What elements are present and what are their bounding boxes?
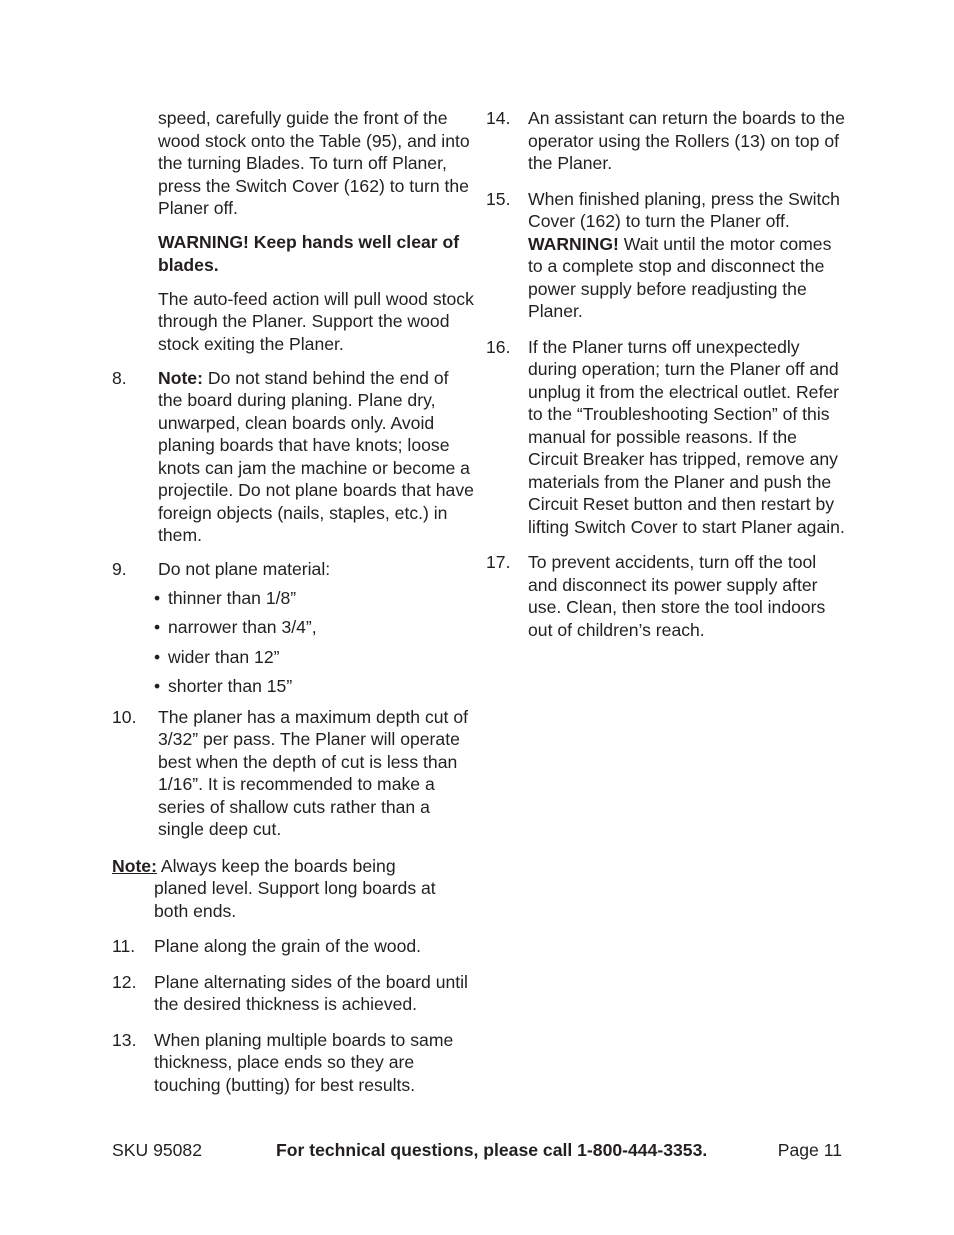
note-label: Note: bbox=[112, 855, 157, 876]
step-15-warning: WARNING! bbox=[528, 233, 619, 254]
note-first-line: Always keep the boards being bbox=[156, 855, 396, 876]
step-15-number: 15. bbox=[486, 188, 511, 209]
list-item: • narrower than 3/4”, bbox=[154, 617, 317, 637]
step-12-number: 12. bbox=[112, 971, 137, 992]
step-8-number: 8. bbox=[112, 367, 127, 388]
level-boards-note bbox=[112, 855, 474, 923]
bullet-icon: • bbox=[154, 676, 161, 696]
step-13-text: When planing multiple boards to same thickness, place ends so they are touching (butting) for best results. bbox=[154, 1029, 454, 1095]
step-15-text-a: When finished planing, press the Switch Cover (162) to turn the Planer off. bbox=[528, 188, 840, 231]
step-14-number: 14. bbox=[486, 108, 511, 128]
step-14 bbox=[486, 107, 846, 175]
step-16 bbox=[486, 336, 846, 539]
sku-label: SKU 95082 bbox=[112, 1140, 202, 1160]
step-12 bbox=[112, 971, 474, 1016]
step-9 bbox=[112, 558, 474, 581]
step-11 bbox=[112, 935, 474, 958]
material-limits-list bbox=[112, 587, 474, 698]
bullet-icon: • bbox=[154, 617, 161, 637]
blade-warning: WARNING! Keep hands well clear of blades. bbox=[158, 232, 460, 275]
step-7-continuation: speed, carefully guide the front of the wood stock onto the Table (95), and into the turning Blades. To turn off Planer, press the Switch Cover (162) to turn the Planer off. bbox=[158, 108, 470, 218]
right-column bbox=[486, 107, 846, 654]
step-16-number: 16. bbox=[486, 336, 511, 357]
step-16-text: If the Planer turns off unexpectedly during operation; turn the Planer off and unplug it from the electrical outlet. Refer to the “Troubleshooting Section” of this manual for possible reasons. If the Circuit Breaker has tripped, remove any materials from the Planer and push the Circuit Reset button and then restart by lifting Switch Cover to start Planer again. bbox=[528, 336, 845, 537]
note-rest: planed level. Support long boards at both ends. bbox=[154, 878, 436, 921]
step-8-note-label: Note: bbox=[158, 367, 203, 388]
list-item: • thinner than 1/8” bbox=[154, 587, 297, 608]
step-9-text: Do not plane material: bbox=[158, 559, 331, 579]
step-15-text-b: Wait until the motor comes to a complete stop and disconnect the power supply before readjusting the Planer. bbox=[528, 233, 832, 321]
step-11-text: Plane along the grain of the wood. bbox=[154, 936, 422, 956]
step-12-text: Plane alternating sides of the board until the desired thickness is achieved. bbox=[154, 971, 468, 1014]
step-15 bbox=[486, 188, 846, 323]
step-13-number: 13. bbox=[112, 1029, 137, 1050]
left-column bbox=[112, 107, 474, 1108]
step-9-number: 9. bbox=[112, 559, 127, 579]
list-item: • shorter than 15” bbox=[154, 676, 293, 696]
step-11-number: 11. bbox=[112, 936, 136, 956]
page-number: Page 11 bbox=[777, 1140, 842, 1160]
auto-feed-paragraph: The auto-feed action will pull wood stock through the Planer. Support the wood stock exiting the Planer. bbox=[158, 288, 474, 354]
step-10-number: 10. bbox=[112, 706, 137, 727]
step-14-text: An assistant can return the boards to the operator using the Rollers (13) on top of the Planer. bbox=[528, 108, 845, 173]
step-8 bbox=[112, 367, 474, 547]
page-footer bbox=[112, 1139, 842, 1163]
bullet-icon: • bbox=[154, 646, 161, 667]
step-8-text: Do not stand behind the end of the board during planing. Plane dry, unwarped, clean boards only. Avoid planing boards that have knots; loose knots can jam the machine or become a projectile. Do not plane boards that have foreign objects (nails, staples, etc.) in them. bbox=[158, 367, 474, 545]
list-item: • wider than 12” bbox=[154, 646, 280, 667]
step-13 bbox=[112, 1029, 474, 1097]
bullet-icon: • bbox=[154, 587, 161, 608]
step-10 bbox=[112, 706, 474, 841]
step-17-number: 17. bbox=[486, 552, 511, 572]
step-17 bbox=[486, 551, 846, 641]
tech-support-line: For technical questions, please call 1-800-444-3353. bbox=[276, 1140, 708, 1160]
step-10-text: The planer has a maximum depth cut of 3/32” per pass. The Planer will operate best when the depth of cut is less than 1/16”. It is recommended to make a series of shallow cuts rather than a single deep cut. bbox=[158, 706, 469, 839]
step-17-text: To prevent accidents, turn off the tool and disconnect its power supply after use. Clean, then store the tool indoors out of children’s reach. bbox=[528, 552, 826, 640]
